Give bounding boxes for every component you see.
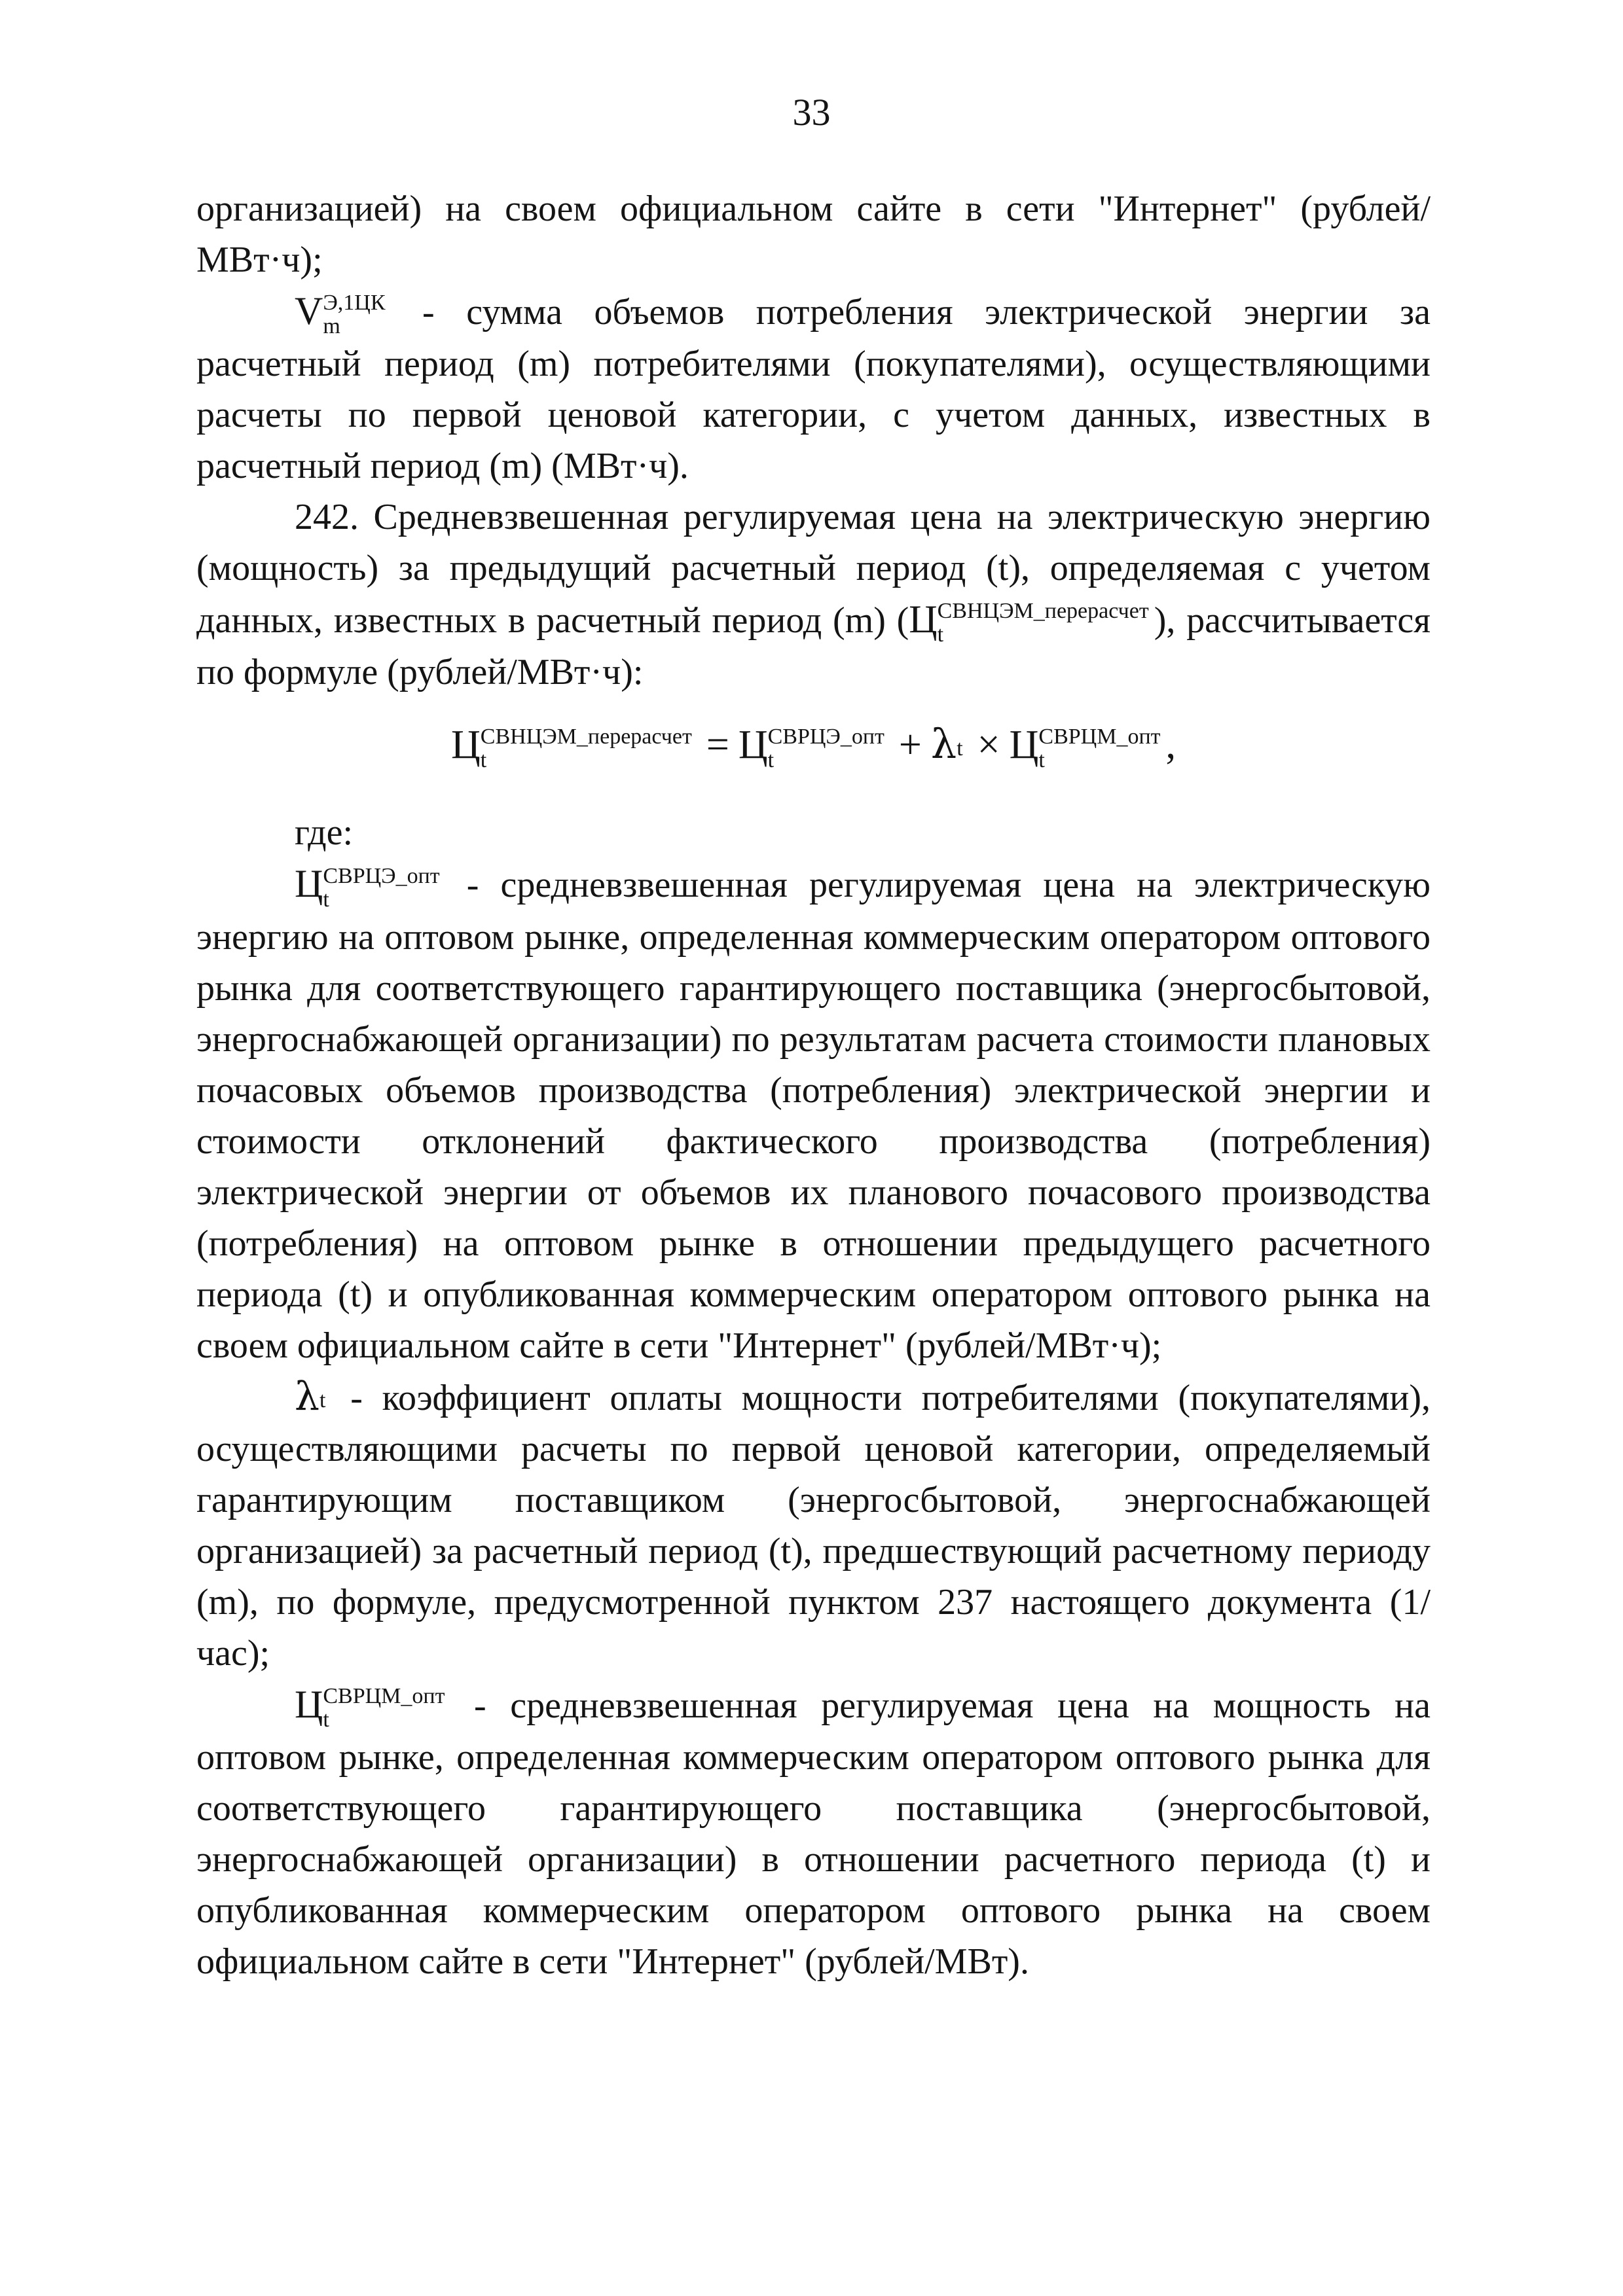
formula-t2-sub: t bbox=[1038, 748, 1045, 773]
symbol-c-svrcm bbox=[295, 1682, 450, 1732]
formula-t2-scripts bbox=[1038, 725, 1160, 772]
symbol-subscript: m bbox=[323, 314, 340, 339]
symbol-c-svrcze bbox=[295, 862, 445, 912]
formula-lambda-scripts bbox=[957, 737, 962, 761]
symbol-base: Ц bbox=[295, 862, 323, 906]
formula-lhs-sup: СВНЦЭМ_перерасчет bbox=[480, 725, 692, 749]
formula-term-energy bbox=[739, 709, 890, 781]
symbol-base: λ bbox=[295, 1373, 320, 1420]
symbol-subscript: t bbox=[319, 1388, 326, 1412]
symbol-subscript: t bbox=[323, 887, 329, 912]
symbol-base: V bbox=[295, 289, 323, 332]
where-label bbox=[196, 807, 1431, 858]
symbol-subscript: t bbox=[323, 1707, 329, 1732]
formula-lambda-sub: t bbox=[957, 736, 963, 761]
formula-equals: = bbox=[706, 723, 729, 768]
symbol-scripts bbox=[938, 600, 1149, 647]
symbol-scripts bbox=[319, 1389, 325, 1412]
definition-text: - сумма объемов потребления электрической энергии за расчетный период (m) потребителями (покупателями), осуществляющими расчеты по первой ценовой категории, с учетом данных, известных в расчетный период (m) (МВт·ч). bbox=[196, 292, 1431, 487]
symbol-scripts bbox=[323, 1685, 445, 1732]
formula-times: × bbox=[977, 723, 1000, 768]
symbol-superscript: СВРЦМ_опт bbox=[323, 1683, 445, 1708]
formula-lhs-scripts bbox=[481, 725, 692, 772]
definition-lambda-paragraph bbox=[196, 1371, 1431, 1679]
symbol-subscript: t bbox=[937, 622, 944, 647]
where-text: где: bbox=[295, 812, 354, 853]
paragraph-continuation bbox=[196, 183, 1431, 285]
formula-t2-sup: СВРЦМ_опт bbox=[1038, 725, 1161, 749]
definition-c-svrcze-paragraph bbox=[196, 858, 1431, 1371]
formula-lhs-base: Ц bbox=[450, 723, 481, 768]
formula-term-capacity bbox=[1010, 709, 1166, 781]
formula-t1-sup: СВРЦЭ_опт bbox=[767, 725, 884, 749]
formula-lambda-base: λ bbox=[930, 720, 957, 768]
paragraph-text: организацией) на своем официальном сайте в сети "Интернет" (рублей/МВт·ч); bbox=[196, 188, 1431, 280]
formula-t2-base: Ц bbox=[1009, 723, 1039, 768]
formula bbox=[196, 708, 1431, 781]
formula-t1-scripts bbox=[768, 725, 884, 772]
formula-plus: + bbox=[898, 723, 922, 768]
formula-lhs bbox=[451, 709, 697, 781]
item-text-after: ), рассчитывается по формуле (рублей/МВт·ч): bbox=[196, 600, 1431, 693]
formula-end: , bbox=[1165, 723, 1176, 768]
symbol-scripts bbox=[323, 865, 439, 912]
definition-text: - коэффициент оплаты мощности потребителями (покупателями), осуществляющими расчеты по первой ценовой категории, определяемый гарантирующим поставщиком (энергосбытовой, энергоснабжающей организацией) за расчетный период (t), предшествующий расчетному периоду (m), по формуле, предусмотренной пунктом 237 настоящего документа (1/час); bbox=[196, 1377, 1431, 1674]
definition-text: - средневзвешенная регулируемая цена на мощность на оптовом рынке, определенная коммерческим оператором оптового рынка для соответствующего гарантирующего поставщика (энергосбытовой, энергоснабжающей организации) в отношении расчетного периода (t) и опубликованная коммерческим оператором оптового рынка на своем официальном сайте в сети "Интернет" (рублей/МВт). bbox=[196, 1685, 1431, 1982]
symbol-c-svnczem bbox=[909, 598, 1154, 647]
item-242-paragraph bbox=[196, 492, 1431, 698]
definition-c-svrcm-paragraph bbox=[196, 1679, 1431, 1987]
formula-lambda bbox=[931, 708, 968, 781]
definition-v-paragraph bbox=[196, 285, 1431, 492]
symbol-superscript: СВНЦЭМ_перерасчет bbox=[937, 599, 1149, 624]
symbol-base: Ц bbox=[295, 1682, 323, 1726]
symbol-superscript: Э,1ЦК bbox=[323, 291, 386, 315]
definition-text: - средневзвешенная регулируемая цена на электрическую энергию на оптовом рынке, определенная коммерческим оператором оптового рынка для соответствующего гарантирующего поставщика (энергосбытовой, энергоснабжающей организации) по результатам расчета стоимости плановых почасовых объемов производства (потребления) электрической энергии и стоимости отклонений фактического производства (потребления) электрической энергии от объемов их планового почасового производства (потребления) на оптовом рынке в отношении предыдущего расчетного периода (t) и опубликованная коммерческим оператором оптового рынка на своем официальном сайте в сети "Интернет" (рублей/МВт·ч); bbox=[196, 865, 1431, 1366]
document-body bbox=[196, 183, 1431, 1987]
formula-t1-sub: t bbox=[767, 748, 775, 773]
symbol-v-m bbox=[295, 289, 391, 339]
item-text-before: 242. Средневзвешенная регулируемая цена на электрическую энергию (мощность) за предыдущий расчетный период (t), определяемая с учетом данных, известных в расчетный период (m) ( bbox=[196, 497, 1431, 641]
symbol-base: Ц bbox=[909, 598, 938, 641]
symbol-lambda bbox=[295, 1375, 331, 1418]
symbol-superscript: СВРЦЭ_опт bbox=[323, 863, 440, 888]
formula-t1-base: Ц bbox=[738, 723, 768, 768]
formula-lhs-sub: t bbox=[480, 748, 487, 773]
page-number: 33 bbox=[792, 91, 831, 134]
symbol-scripts bbox=[323, 291, 385, 338]
